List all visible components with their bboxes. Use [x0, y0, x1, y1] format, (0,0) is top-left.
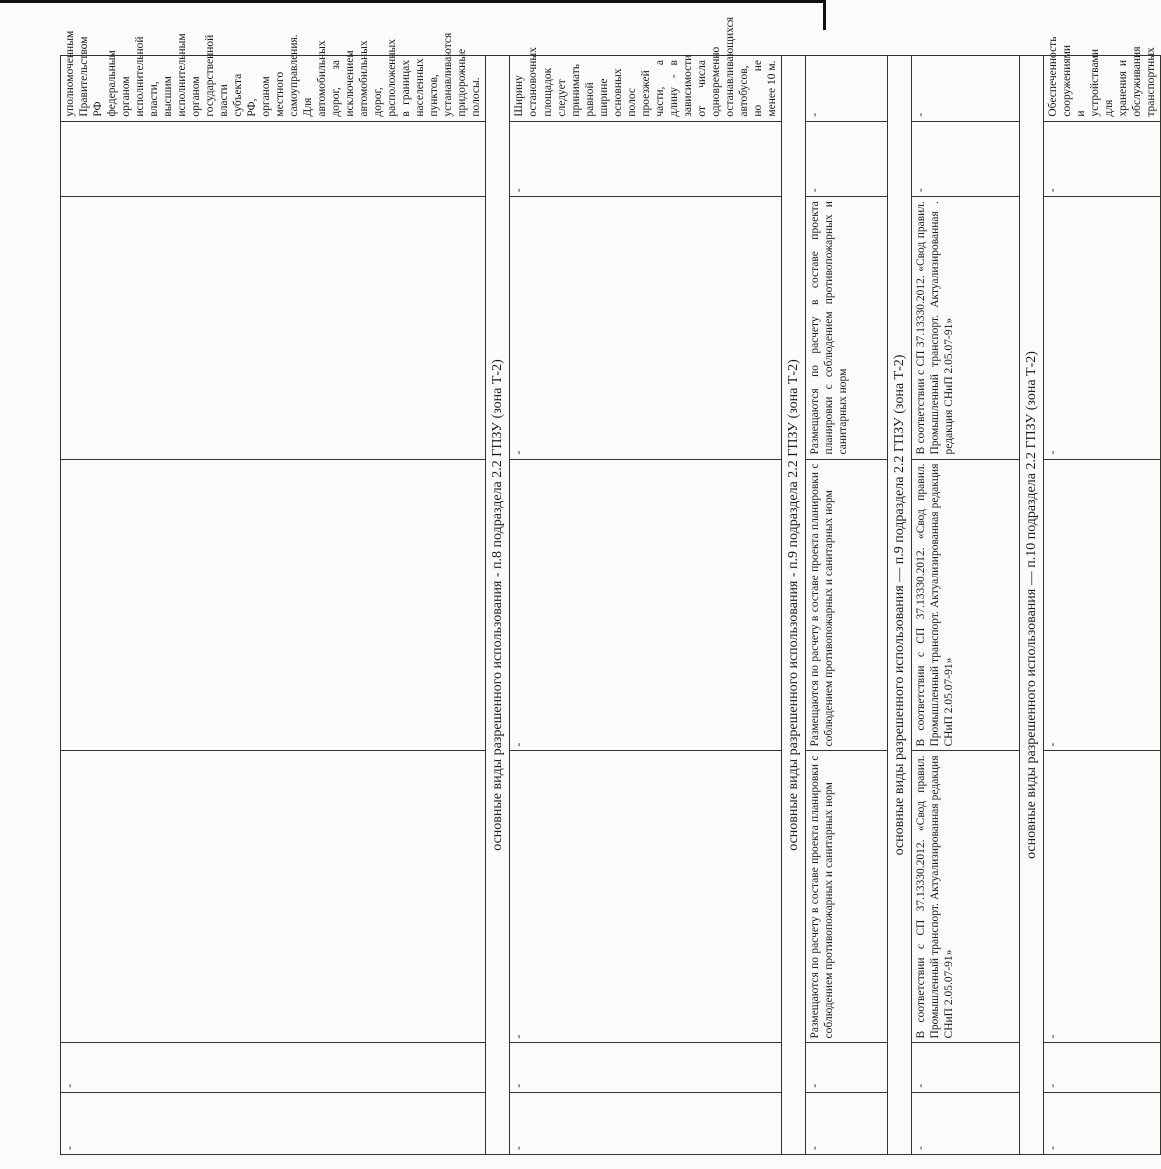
cell-requirements: Ширину остановочных площадок следует принимать равной ширине основных полос проезжей части, а длину - в зависимости от числа одновременно останавливающихся автобусов, но не менее 10 м. [510, 56, 781, 122]
section-heading: основные виды разрешенного использования — п.10 подраздела 2.2 ГПЗУ (зона Т-2) [1019, 56, 1043, 1155]
table-row [911, 56, 1019, 1155]
cell: - [1043, 197, 1160, 459]
cell: Размещаются по расчету в составе проекта планировки с соблюдением противопожарных и санитарных норм [805, 459, 887, 751]
cell: - [510, 197, 781, 459]
cell: - [911, 121, 1019, 196]
section-heading-row [1019, 56, 1043, 1155]
cell: - [510, 121, 781, 196]
section-heading: основные виды разрешенного использования — п.9 подраздела 2.2 ГПЗУ (зона Т-2) [887, 56, 911, 1155]
cell: - [1043, 1092, 1160, 1154]
cell: Размещаются по расчету в составе проекта планировки с соблюдением противопожарных и санитарных норм [805, 751, 887, 1043]
cell: - [805, 56, 887, 122]
cell: - [805, 1092, 887, 1154]
regulations-table [60, 17, 1161, 1155]
table-row [1043, 56, 1160, 1155]
rotated-table-sheet [60, 17, 1157, 1155]
cell [61, 459, 486, 751]
section-heading-row [781, 56, 805, 1155]
cell [61, 751, 486, 1043]
cell: - [510, 1092, 781, 1154]
cell: В соответствии с СП 37.13330.2012. «Свод правил. Промышленный транспорт. Актуализированная редакция СНиП 2.05.07-91» [911, 459, 1019, 751]
cell: - [1043, 459, 1160, 751]
cell [61, 197, 486, 459]
cell: - [805, 121, 887, 196]
scan-border-right [823, 0, 826, 30]
cell: В соответствии с СП 37.13330.2012. «Свод правил. Промышленный транспорт. Актуализированная редакция СНиП 2.05.07-91» [911, 751, 1019, 1043]
cell: - [510, 751, 781, 1043]
cell: - [911, 1092, 1019, 1154]
cell: - [1043, 751, 1160, 1043]
scan-border-top [0, 0, 826, 3]
cell: - [911, 1043, 1019, 1092]
section-heading: основные виды разрешенного использования - п.9 подраздела 2.2 ГПЗУ (зона Т-2) [781, 56, 805, 1155]
cell: - [510, 1043, 781, 1092]
cell: - [1043, 1043, 1160, 1092]
cell: - [61, 1043, 486, 1092]
cell: - [805, 1043, 887, 1092]
cell: - [1043, 121, 1160, 196]
cell-requirements: Обеспеченность сооружениями и устройствами для хранения и обслуживания транспортных [1043, 56, 1160, 122]
section-heading-row [486, 56, 510, 1155]
table-row [61, 56, 486, 1155]
section-heading-row [887, 56, 911, 1155]
cell-requirements: уполномоченным Правительством РФ федеральным органом исполнительной власти, высшим исполнительным органом государственной власти субъекта РФ, органом местного самоуправления. Для автомобильных дорог, за исключением автомобильных дорог, расположенных в границах населенных пунктов, устанавливаются придорожные полосы. [61, 56, 486, 122]
cell: - [510, 459, 781, 751]
cell: - [61, 1092, 486, 1154]
section-heading: основные виды разрешенного использования - п.8 подраздела 2.2 ГПЗУ (зона Т-2) [486, 56, 510, 1155]
cell [61, 121, 486, 196]
cell: Размещаются по расчету в составе проекта планировки с соблюдением противопожарных и санитарных норм [805, 197, 887, 459]
table-row [510, 56, 781, 1155]
table-row [805, 56, 887, 1155]
cell: - [911, 56, 1019, 122]
cell: В соответствии с СП 37.13330.2012. «Свод правил. Промышленный транспорт. Актуализированная . редакция СНиП 2.05.07-91» [911, 197, 1019, 459]
